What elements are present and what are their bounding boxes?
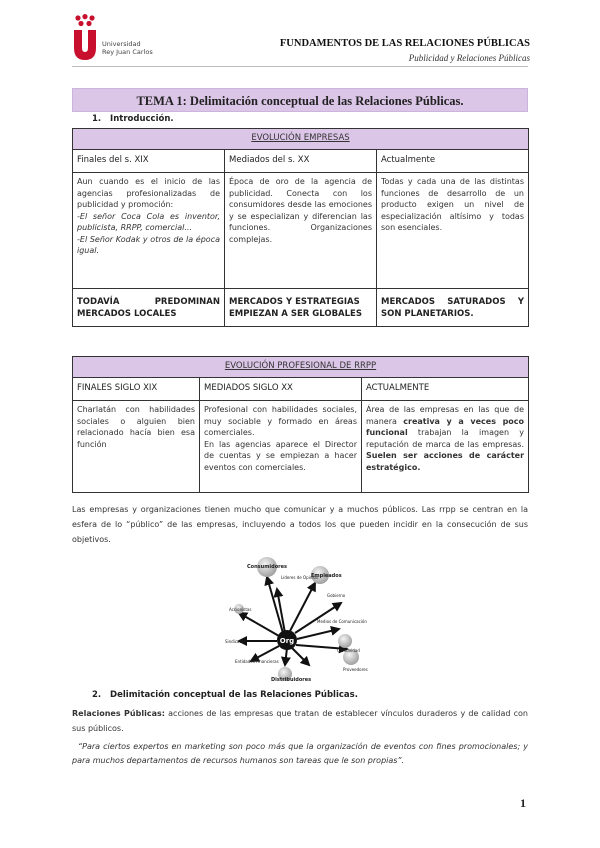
table2-cell: Profesional con habilidades sociales, muy sociable y formado en áreas comerciales. En las agencias aparece el Director de cuentas y se empiezan a hacer eventos con comerciales. [200, 401, 362, 493]
definition-paragraph [72, 706, 528, 736]
diagram-label: Medios de Comunicación [317, 619, 367, 624]
diagram-label: Proveedores [343, 667, 368, 672]
table1-footer: MERCADOS SATURADOS Y SON PLANETARIOS. [377, 289, 529, 327]
degree-name: Publicidad y Relaciones Públicas [408, 53, 530, 63]
table1-cell: Todas y cada una de las distintas funciones de desarrollo de un producto exigen un nivel de especialización altísimo y todas son esenciales. [377, 173, 529, 289]
table2-title: EVOLUCIÓN PROFESIONAL DE RRPP [73, 357, 529, 378]
diagram-label: Distribuidores [271, 677, 312, 683]
diagram-label: Comunidad [337, 648, 360, 653]
diagram-label: Líderes de Opinión [281, 575, 319, 580]
stakeholder-diagram [205, 553, 395, 683]
section-2-heading: 2. Delimitación conceptual de las Relaciones Públicas. [92, 690, 358, 700]
diagram-label: Sindicatos [225, 639, 246, 644]
node-community [338, 634, 352, 648]
node-org-label: Org [279, 637, 295, 645]
diagram-label: Consumidores [247, 564, 287, 570]
page-number: 1 [520, 796, 526, 810]
evolution-pr-table [72, 356, 529, 493]
table2-col-header: FINALES SIGLO XIX [73, 378, 200, 401]
diagram-label: Entidades Financieras [235, 659, 279, 664]
definition-text: acciones de las empresas que tratan de establecer vínculos duraderos y de calidad con sus públicos. [72, 709, 529, 733]
diagram-label: Accionistas [229, 607, 252, 612]
header-divider [72, 66, 528, 67]
table2-cell: Charlatán con habilidades sociales o alguien bien relacionado hacía bien esa función [73, 401, 200, 493]
table2-col-header: MEDIADOS SIGLO XX [200, 378, 362, 401]
intro-paragraph: Las empresas y organizaciones tienen mucho que comunicar y a muchos públicos. Las rrpp se centran en la esfera de lo “público” de las empresas, incluyendo a todos los que pueden incidir en la consecución de sus objetivos. [72, 505, 528, 544]
expert-quote: “Para ciertos expertos en marketing son poco más que la organización de eventos con fines promocionales; y para muchos departamentos de recursos humanos son tareas que le son propias”. [72, 742, 528, 765]
definition-term: Relaciones Públicas: [72, 709, 165, 718]
diagram-label: Gobierno [327, 593, 346, 598]
diagram-label: Empleados [311, 573, 342, 579]
section-1-heading: 1. Introducción. [92, 114, 174, 124]
topic-title: TEMA 1: Delimitación conceptual de las Relaciones Públicas. [72, 88, 528, 112]
university-logo-icon [72, 14, 98, 60]
table2-cell: Área de las empresas en las que de manera creativa y a veces poco funcional trabajan la imagen y reputación de marca de las empresas. Suelen ser acciones de carácter estratégico. [362, 401, 529, 493]
table2-col-header: ACTUALMENTE [362, 378, 529, 401]
course-title: FUNDAMENTOS DE LAS RELACIONES PÚBLICAS [279, 38, 530, 49]
table1-cell: Época de oro de la agencia de publicidad. Conecta con los consumidores desde las emociones y se especializan y diferencian las funciones. Organizaciones complejas. [225, 173, 377, 289]
table1-footer: MERCADOS Y ESTRATEGIAS EMPIEZAN A SER GLOBALES [225, 289, 377, 327]
table1-col-header: Mediados del s. XX [225, 150, 377, 173]
table1-col-header: Actualmente [377, 150, 529, 173]
table1-footer: TODAVÍA PREDOMINAN MERCADOS LOCALES [73, 289, 225, 327]
university-name: Universidad Rey Juan Carlos [102, 40, 153, 56]
table1-title: EVOLUCIÓN EMPRESAS [73, 129, 529, 150]
table1-col-header: Finales del s. XIX [73, 150, 225, 173]
evolution-companies-table [72, 128, 529, 327]
table1-cell: Aun cuando es el inicio de las agencias profesionalizadas de publicidad y promoción: -El señor Coca Cola es inventor, publicista, RRPP, comercial... -El Señor Kodak y otros de la época igual. [73, 173, 225, 289]
